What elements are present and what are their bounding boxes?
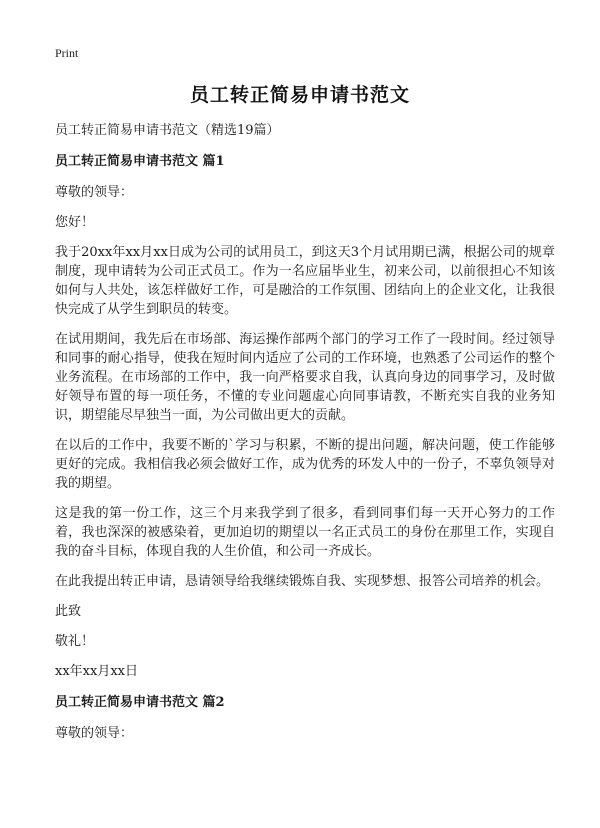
closing-line: 此致 (55, 604, 82, 619)
body-paragraph: 我于20xx年xx月xx日成为公司的试用员工，到这天3个月试用期已满，根据公司的规章制度，现申请转为公司正式员工。作为一名应届毕业生，初来公司，以前很担心不知该如何与人共处，该怎样做好工作，可是融洽的工作氛围、团结向上的企业文化，让我很快完成了从学生到职员的转变。 (55, 245, 555, 317)
document-body (55, 121, 555, 754)
body-paragraph: 在此我提出转正申请，恳请领导给我继续锻炼自我、实现梦想、报答公司培养的机会。 (55, 574, 550, 589)
body-paragraph: 在试用期间，我先后在市场部、海运操作部两个部门的学习工作了一段时间。经过领导和同事的耐心指导，使我在短时间内适应了公司的工作环境，也熟悉了公司运作的整个业务流程。在市场部的工作中，我一向严格要求自我，认真向身边的同事学习，及时做好领导布置的每一项任务，不懂的专业问题虚心向同事请教，不断充实自我的业务知识，期望能尽早独当一面，为公司做出更大的贡献。 (55, 332, 555, 423)
greeting: 您好！ (55, 215, 95, 230)
body-paragraph: 这是我的第一份工作，这三个月来我学到了很多，看到同事们每一天开心努力的工作着，我也深深的被感染着，更加迫切的期望以一名正式员工的身份在那里工作，实现自我的奋斗目标，体现自我的人生价值，和公司一齐成长。 (55, 506, 555, 559)
document-subtitle: 员工转正简易申请书范文（精选19篇） (55, 123, 280, 138)
page-title: 员工转正简易申请书范文 (189, 84, 410, 106)
section-heading-1: 员工转正简易申请书范文 篇1 (55, 154, 225, 169)
salutation: 尊敬的领导： (55, 726, 134, 741)
date-line: xx年xx月xx日 (55, 664, 138, 679)
section-heading-2: 员工转正简易申请书范文 篇2 (55, 695, 225, 710)
body-paragraph: 在以后的工作中，我要不断的`学习与积累，不断的提出问题，解决问题，使工作能够更好的完成。我相信我必须会做好工作，成为优秀的环发人中的一份子，不辜负领导对我的期望。 (55, 438, 555, 491)
print-label: Print (55, 46, 79, 60)
closing-salute: 敬礼！ (55, 634, 95, 649)
salutation: 尊敬的领导： (55, 185, 134, 200)
